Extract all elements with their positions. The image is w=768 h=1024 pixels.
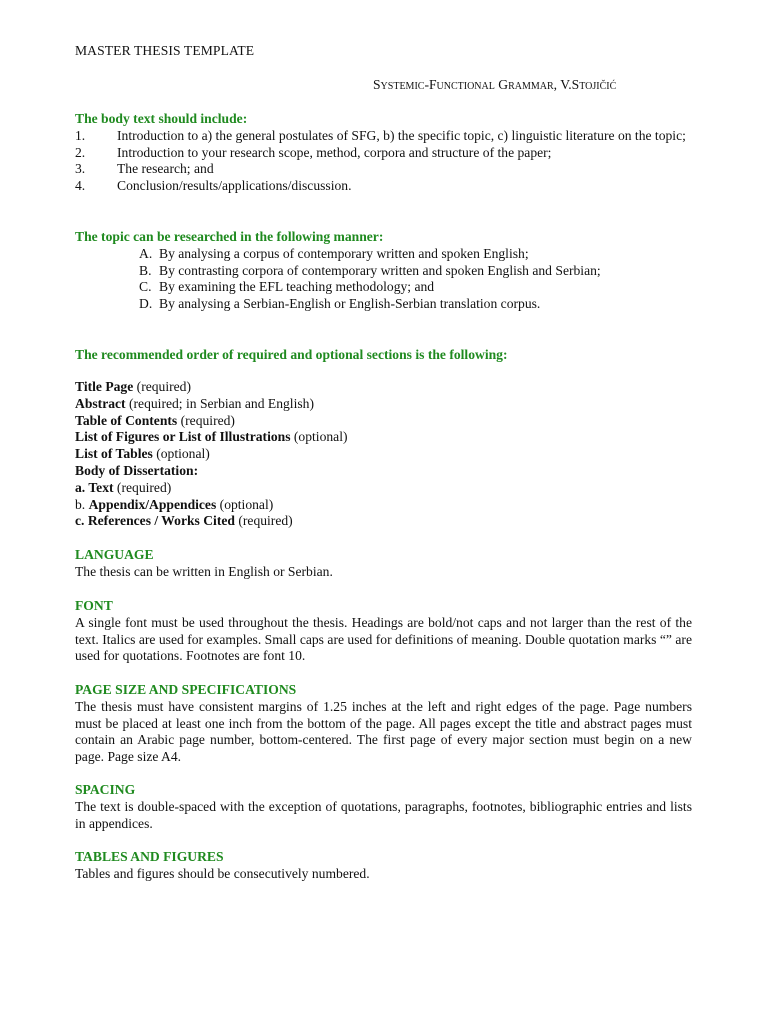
topic-heading: The topic can be researched in the following manner:: [75, 229, 384, 244]
language-section: [75, 547, 692, 581]
list-item-text: Introduction to a) the general postulates of SFG, b) the specific topic, c) linguistic literature on the topic;: [117, 127, 686, 143]
list-item: [75, 161, 692, 178]
list-item-text: The research; and: [117, 161, 214, 177]
order-item-abstract: Abstract (required; in Serbian and English): [75, 395, 314, 411]
order-item-references: c. References / Works Cited (required): [75, 513, 293, 529]
language-text: The thesis can be written in English or Serbian.: [75, 563, 333, 579]
spacing-text: The text is double-spaced with the exception of quotations, paragraphs, footnotes, bibliographic entries and lists in appendices.: [75, 798, 692, 831]
page-size-heading: PAGE SIZE AND SPECIFICATIONS: [75, 682, 297, 697]
order-item-appendix: b. Appendix/Appendices (optional): [75, 496, 274, 512]
order-item-body: Body of Dissertation:: [75, 462, 199, 478]
list-item: [75, 145, 692, 162]
order-heading: The recommended order of required and optional sections is the following:: [75, 347, 508, 362]
list-item-number: 1.: [75, 127, 86, 143]
font-text: A single font must be used throughout the thesis. Headings are bold/not caps and not larger than the rest of the text. Italics are used for examples. Small caps are used for definitions of meaning. Double quotation marks “” are used for quotations. Footnotes are font 10.: [75, 614, 692, 664]
order-list: [75, 379, 692, 530]
list-item-text: Conclusion/results/applications/discussion.: [117, 178, 352, 194]
spacing-heading: SPACING: [75, 782, 136, 797]
list-item: [75, 263, 692, 280]
order-item-list-of-tables: List of Tables (optional): [75, 446, 210, 462]
order-item-title-page: Title Page (required): [75, 379, 192, 394]
list-item-number: 3.: [75, 161, 86, 177]
list-item: [75, 296, 692, 313]
tables-figures-text: Tables and figures should be consecutively numbered.: [75, 865, 370, 881]
order-item-text: a. Text (required): [75, 479, 172, 495]
document-subtitle: Systemic-Functional Grammar, V.Stojičić: [373, 77, 617, 92]
page-size-section: [75, 682, 692, 766]
list-item: [75, 246, 692, 263]
list-item-letter: B.: [139, 262, 152, 278]
tables-figures-section: [75, 849, 692, 883]
list-item-letter: C.: [139, 279, 152, 295]
list-item-text: By analysing a corpus of contemporary written and spoken English;: [159, 245, 529, 261]
spacing-section: [75, 782, 692, 832]
topic-list: [75, 246, 692, 313]
tables-figures-heading: TABLES AND FIGURES: [75, 849, 224, 864]
list-item-letter: D.: [139, 296, 153, 312]
body-text-section: [75, 111, 692, 195]
list-item-text: By analysing a Serbian-English or English-Serbian translation corpus.: [159, 296, 541, 312]
list-item: [75, 178, 692, 195]
topic-section: [75, 229, 692, 313]
body-text-heading: The body text should include:: [75, 111, 248, 126]
font-section: [75, 598, 692, 665]
list-item-letter: A.: [139, 245, 153, 261]
list-item: [75, 128, 692, 145]
font-heading: FONT: [75, 598, 113, 613]
list-item-text: By contrasting corpora of contemporary written and spoken English and Serbian;: [159, 262, 601, 278]
list-item: [75, 279, 692, 296]
document-title: MASTER THESIS TEMPLATE: [75, 43, 255, 58]
page-size-text: The thesis must have consistent margins of 1.25 inches at the left and right edges of the page. Page numbers must be placed at least one inch from the bottom of the page. All pages except the title and abstract pages must contain an Arabic page number, bottom-centered. The first page of every major section must begin on a new page. Page size A4.: [75, 698, 692, 765]
order-item-table-of-contents: Table of Contents (required): [75, 412, 235, 428]
order-item-list-of-figures: List of Figures or List of Illustrations (optional): [75, 429, 348, 445]
list-item-number: 4.: [75, 178, 86, 194]
body-text-list: [75, 128, 692, 195]
list-item-text: By examining the EFL teaching methodology; and: [159, 279, 435, 295]
language-heading: LANGUAGE: [75, 547, 154, 562]
list-item-number: 2.: [75, 144, 86, 160]
list-item-text: Introduction to your research scope, method, corpora and structure of the paper;: [117, 144, 552, 160]
